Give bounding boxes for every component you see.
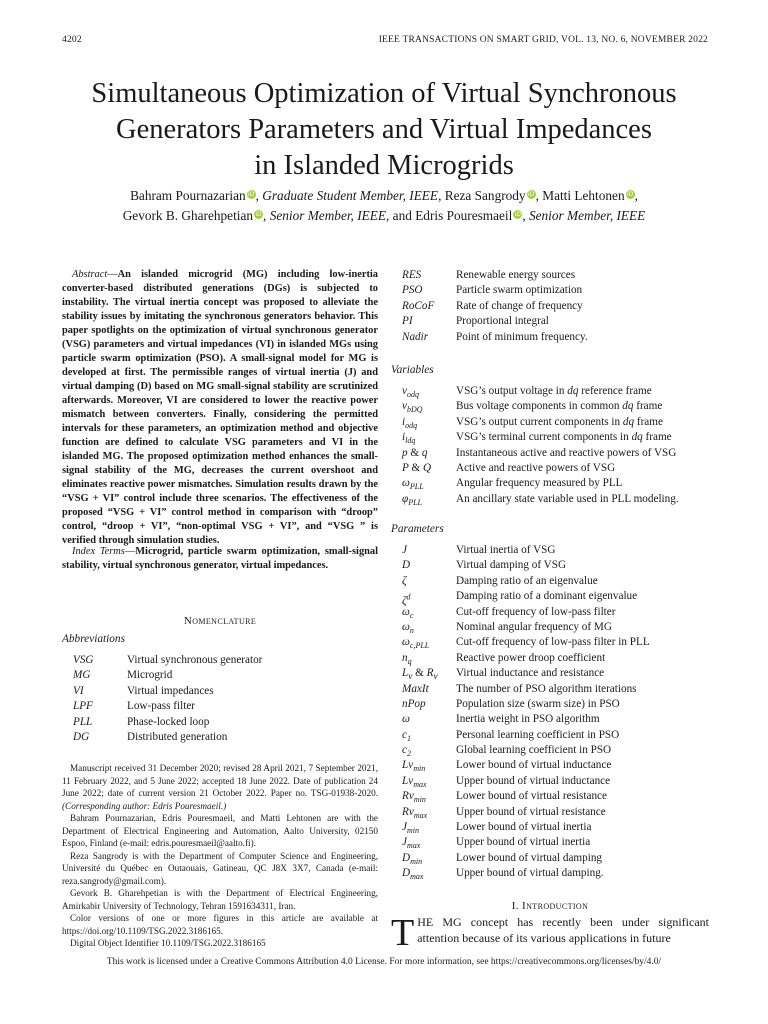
nomenclature-symbol: $J_{max}$	[402, 836, 421, 851]
author-name: Reza Sangrody	[444, 188, 526, 203]
parameter-row	[391, 682, 709, 697]
nomenclature-definition: Upper bound of virtual damping.	[456, 867, 604, 880]
nomenclature-definition: Damping ratio of a dominant eigenvalue	[456, 590, 638, 603]
abstract-label: Abstract	[72, 269, 108, 280]
variable-row	[391, 446, 709, 461]
nomenclature-definition: Global learning coefficient in PSO	[456, 744, 612, 757]
footnote-doi: Digital Object Identifier 10.1109/TSG.2022.3186165	[70, 938, 266, 948]
nomenclature-definition: Population size (swarm size) in PSO	[456, 697, 620, 710]
nomenclature-definition: Nominal angular frequency of MG	[456, 620, 612, 633]
nomenclature-definition: Virtual inductance and resistance	[456, 667, 605, 680]
paper-title	[40, 76, 728, 184]
orcid-icon[interactable]: iD	[255, 211, 262, 218]
nomenclature-definition: The number of PSO algorithm iterations	[456, 682, 637, 695]
parameter-row	[391, 666, 709, 681]
variables-heading: Variables	[391, 364, 434, 376]
parameter-row	[391, 743, 709, 758]
footnote-manuscript: Manuscript received 31 December 2020; revised 28 April 2021, 7 September 2021, 11 February 2022, and 5 June 2022; accepted 18 June 2022. Date of publication 24 June 2022; date of current version 21 October 2022. Paper no. TSG-01938-2020. (Corresponding author: Edris Pouresmaeil.)	[62, 763, 378, 811]
nomenclature-definition: Lower bound of virtual inertia	[456, 821, 592, 834]
nomenclature-definition: Rate of change of frequency	[456, 299, 583, 312]
parameter-row	[391, 651, 709, 666]
nomenclature-symbol: $\varphi_{PLL}$	[402, 492, 422, 507]
nomenclature-symbol: ζ	[402, 574, 407, 587]
nomenclature-definition: VSG’s terminal current components in dq frame	[456, 431, 672, 444]
nomenclature-symbol: VSG	[73, 654, 94, 666]
nomenclature-symbol: LPF	[73, 700, 93, 713]
abbreviations-heading: Abbreviations	[62, 633, 125, 645]
nomenclature-symbol: Nadir	[402, 330, 429, 343]
nomenclature-symbol: VI	[73, 684, 84, 697]
nomenclature-symbol: $c_2$	[402, 744, 411, 759]
nomenclature-symbol: PI	[402, 315, 413, 328]
nomenclature-definition: Cut-off frequency of low-pass filter in PLL	[456, 636, 650, 649]
nomenclature-symbol: $\omega_{PLL}$	[402, 477, 424, 492]
parameter-row	[391, 712, 709, 727]
abbreviation-row	[62, 699, 378, 714]
variable-row	[391, 476, 709, 491]
orcid-icon[interactable]: iD	[247, 191, 255, 198]
parameter-row	[391, 589, 709, 607]
nomenclature-definition: Personal learning coefficient in PSO	[456, 728, 620, 741]
nomenclature-symbol: D	[402, 559, 411, 572]
abbreviation-row	[391, 330, 709, 345]
nomenclature-heading: Nomenclature	[183, 615, 257, 627]
nomenclature-definition: Particle swarm optimization	[456, 284, 583, 297]
nomenclature-symbol: $Rv_{max}$	[402, 805, 428, 820]
nomenclature-definition: Lower bound of virtual damping	[456, 851, 603, 864]
nomenclature-definition: VSG’s output current components in dq frame	[456, 415, 663, 428]
abbreviation-row	[391, 283, 709, 298]
nomenclature-symbol: $D_{max}$	[402, 867, 424, 882]
parameter-row	[391, 574, 709, 589]
abbreviation-row	[62, 684, 378, 699]
nomenclature-symbol: $\omega_c$	[402, 605, 414, 620]
nomenclature-definition: Active and reactive powers of VSG	[456, 461, 616, 474]
abbreviation-list	[62, 653, 378, 745]
nomenclature-definition: Distributed generation	[127, 730, 228, 743]
parameters-heading: Parameters	[391, 523, 444, 535]
introduction-text	[391, 912, 709, 954]
parameter-row	[391, 774, 709, 789]
nomenclature-symbol: PSO	[402, 284, 423, 297]
nomenclature-symbol: $J_{min}$	[402, 821, 419, 836]
parameter-row	[391, 805, 709, 820]
parameter-row	[391, 605, 709, 620]
title-line: Generators Parameters and Virtual Impedances	[116, 114, 652, 145]
nomenclature-definition: Renewable energy sources	[456, 269, 576, 281]
license-notice: This work is licensed under a Creative Commons Attribution 4.0 License. For more information, see https://creativecommons.org/licenses/by/4.0/	[106, 957, 662, 967]
nomenclature-definition: Angular frequency measured by PLL	[456, 477, 623, 490]
footnote-affiliation: Reza Sangrody is with the Department of Computer Science and Engineering, Université du Québec en Outaouais, Gatineau, QC J8X 3X7, Canada (e-mail: reza.sangrody@gmail.com).	[62, 850, 378, 886]
nomenclature-symbol: $Lv_{max}$	[402, 774, 427, 790]
title-line: Simultaneous Optimization of Virtual Synchronous	[91, 78, 677, 109]
abbreviation-row	[391, 268, 709, 283]
nomenclature-definition: Virtual damping of VSG	[456, 559, 567, 572]
nomenclature-symbol: $Lv_{min}$	[402, 759, 426, 774]
nomenclature-definition: VSG’s output voltage in dq reference frame	[456, 385, 652, 397]
author-role: Graduate Student Member, IEEE	[262, 188, 439, 203]
nomenclature-definition: Low-pass filter	[127, 700, 196, 713]
nomenclature-symbol: $\zeta^d$	[402, 592, 411, 607]
nomenclature-definition: Point of minimum frequency.	[456, 330, 588, 343]
author-name: Edris Pouresmaeil	[415, 208, 513, 223]
nomenclature-definition: Virtual synchronous generator	[127, 654, 263, 666]
variable-row	[391, 461, 709, 476]
index-terms: Index Terms—Microgrid, particle swarm optimization, small-signal stability, virtual synchronous generator, virtual impedances.	[62, 546, 378, 571]
nomenclature-symbol: MG	[73, 669, 91, 682]
nomenclature-symbol: $c_1$	[402, 728, 411, 743]
parameter-row	[391, 866, 709, 881]
parameter-row	[391, 558, 709, 573]
introduction-body: HE MG concept has recently been under significant attention because of its various applications in future	[417, 915, 709, 945]
abstract: Abstract—An islanded microgrid (MG) including low-inertia converter-based distributed generations (DGs) is subjected to instability. The virtual inertia concept was proposed to alleviate the stability issues by imitating the synchronous generators behavior. This paper spotlights on the optimization of virtual synchronous generator (VSG) parameters and virtual impedances (VI) in islanded MGs using particle swarm optimization (PSO). A small-signal model for MG is developed at first. The permissible ranges of virtual inertia (J) and virtual damping (D) based on MG small-signal stability are scrutinized afterwards. Moreover, VI are considered to lower the reactive power mismatch between converters. Finally, considering the permitted intervals for these parameters, an optimization method and objective function are defined to calculate VSG parameters and VI in the islanded MG. The proposed optimization method enhances the small-signal stability of the MG, decreases the current overshoot and eliminates reactive power mismatches. Simulation results drawn by the “VSG + VI” control include three scenarios. The effectiveness of the proposed “VSG + VI” control method in comparison with “droop” control, “droop + VI”, “non-optimal VSG + VI”, and “VSG ” is verified through simulation studies.	[62, 269, 378, 546]
parameter-row	[391, 620, 709, 635]
nomenclature-definition: Virtual impedances	[127, 684, 214, 697]
footnote-affiliation: Bahram Pournazarian, Edris Pouresmaeil, and Matti Lehtonen are with the Department of Electrical Engineering and Automation, Aalto University, 02150 Espoo, Finland (e-mail: edris.pouresmaeil@aalto.fi).	[62, 813, 378, 848]
nomenclature-definition: Upper bound of virtual inductance	[456, 774, 611, 787]
nomenclature-definition: Lower bound of virtual resistance	[456, 790, 607, 803]
orcid-icon[interactable]: iD	[514, 211, 521, 218]
parameter-row	[391, 851, 709, 866]
nomenclature-definition: Virtual inertia of VSG	[456, 544, 556, 556]
nomenclature-symbol: J	[402, 544, 407, 556]
author-role: Senior Member, IEEE	[269, 208, 387, 223]
author-list: Bahram Pournazarian iD, Graduate Student Member, IEEE, Reza Sangrody iD, Matti Lehtonen iD, Gevork B. Gharehpetian iD, Senior Member, IEEE, and Edris Pouresmaeil iD, Senior Member, IEEE	[122, 188, 646, 223]
author-role: Senior Member, IEEE	[528, 208, 646, 223]
footnotes	[62, 762, 378, 950]
nomenclature-symbol: $v_{bDQ}$	[402, 400, 423, 415]
abbreviation-row	[391, 314, 709, 329]
abbreviation-row	[62, 730, 378, 745]
footnote-affiliation: Gevork B. Gharehpetian is with the Department of Electrical Engineering, Amirkabir University of Technology, Tehran 1591634311, Iran.	[62, 888, 378, 911]
index-terms-text: Microgrid, particle swarm optimization, small-signal stability, virtual synchronous generator, virtual impedances.	[62, 546, 378, 571]
author-name: Bahram Pournazarian	[130, 188, 246, 203]
nomenclature-symbol: $\omega_{c,PLL}$	[402, 636, 430, 651]
nomenclature-symbol: RES	[402, 269, 422, 281]
nomenclature-symbol: $L_v$ & $R_v$	[402, 667, 438, 683]
nomenclature-definition: Instantaneous active and reactive powers of VSG	[456, 446, 677, 459]
title-line: in Islanded Microgrids	[254, 150, 514, 181]
variable-row	[391, 492, 709, 507]
abbreviation-row	[62, 668, 378, 683]
nomenclature-symbol: p & q	[402, 446, 428, 459]
abbreviation-list-cont	[391, 268, 709, 345]
parameter-row	[391, 635, 709, 650]
parameter-row	[391, 697, 709, 712]
nomenclature-symbol: RoCoF	[402, 299, 435, 312]
parameter-row	[391, 758, 709, 773]
parameter-row	[391, 835, 709, 850]
nomenclature-definition: Damping ratio of an eigenvalue	[456, 574, 598, 587]
page-number: 4202	[62, 35, 82, 45]
orcid-icon[interactable]: iD	[626, 191, 634, 198]
abbreviation-row	[391, 299, 709, 314]
nomenclature-symbol: $i_{ldq}$	[402, 431, 416, 446]
nomenclature-symbol: $\omega_n$	[402, 620, 414, 636]
nomenclature-definition: Reactive power droop coefficient	[456, 651, 606, 664]
nomenclature-definition: Phase-locked loop	[127, 715, 210, 728]
nomenclature-definition: Upper bound of virtual inertia	[456, 836, 591, 849]
dropcap: T	[391, 912, 415, 954]
author-name: Matti Lehtonen	[542, 188, 625, 203]
nomenclature-definition: Proportional integral	[456, 315, 549, 328]
nomenclature-symbol: MaxIt	[402, 682, 429, 695]
parameter-row	[391, 543, 709, 558]
index-terms-label: Index Terms	[72, 546, 125, 557]
variable-row	[391, 399, 709, 414]
nomenclature-definition: Inertia weight in PSO algorithm	[456, 713, 600, 726]
nomenclature-definition: Cut-off frequency of low-pass filter	[456, 605, 616, 618]
nomenclature-symbol: $i_{odq}$	[402, 415, 418, 431]
nomenclature-definition: Lower bound of virtual inductance	[456, 759, 612, 772]
nomenclature-symbol: DG	[73, 730, 90, 743]
nomenclature-symbol: ω	[402, 713, 410, 726]
abbreviation-row	[62, 715, 378, 730]
parameter-row	[391, 820, 709, 835]
nomenclature-definition: An ancillary state variable used in PLL modeling.	[456, 492, 679, 505]
variable-row	[391, 430, 709, 445]
variable-row	[391, 384, 709, 399]
introduction-heading: I. Introduction	[511, 900, 589, 912]
parameter-row	[391, 728, 709, 743]
author-name: Gevork B. Gharehpetian	[122, 208, 254, 223]
nomenclature-symbol: P & Q	[402, 461, 432, 474]
orcid-icon[interactable]: iD	[527, 191, 535, 198]
nomenclature-symbol: PLL	[73, 715, 93, 728]
nomenclature-definition: Microgrid	[127, 669, 173, 682]
variable-list	[391, 384, 709, 507]
variable-row	[391, 415, 709, 430]
nomenclature-definition: Bus voltage components in common dq frame	[456, 400, 663, 413]
nomenclature-symbol: $n_q$	[402, 651, 412, 666]
parameter-row	[391, 789, 709, 804]
nomenclature-symbol: $D_{min}$	[402, 851, 423, 867]
journal-header: IEEE TRANSACTIONS ON SMART GRID, VOL. 13, NO. 6, NOVEMBER 2022	[378, 35, 708, 45]
nomenclature-definition: Upper bound of virtual resistance	[456, 805, 606, 818]
footnote-color: Color versions of one or more figures in this article are available at https://doi.org/10.1109/TSG.2022.3186165.	[62, 913, 378, 936]
nomenclature-symbol: nPop	[402, 697, 426, 710]
parameter-list	[391, 543, 709, 882]
nomenclature-symbol: $Rv_{min}$	[402, 790, 426, 805]
nomenclature-symbol: $v_{odq}$	[402, 385, 419, 400]
abbreviation-row	[62, 653, 378, 668]
abstract-text: An islanded microgrid (MG) including low-inertia converter-based distributed generations (DGs) is subjected to instability. The virtual inertia concept was proposed to alleviate the stability issues by imitating the synchronous generators behavior. This paper spotlights on the optimization of virtual synchronous generator (VSG) parameters and virtual impedances (VI) in islanded MGs using particle swarm optimization (PSO). A small-signal model for MG is developed at first. The permissible ranges of virtual inertia (J) and virtual damping (D) based on MG small-signal stability are scrutinized afterwards. Moreover, VI are considered to lower the reactive power mismatch between converters. Finally, considering the permitted intervals for these parameters, an optimization method and objective function are defined to calculate VSG parameters and VI in the islanded MG. The proposed optimization method enhances the small-signal stability of the MG, decreases the current overshoot and eliminates reactive power mismatches. Simulation results drawn by the “VSG + VI” control include three scenarios. The effectiveness of the proposed “VSG + VI” control method in comparison with “droop” control, “droop + VI”, “non-optimal VSG + VI”, and “VSG ” is verified through simulation studies.	[62, 269, 378, 546]
